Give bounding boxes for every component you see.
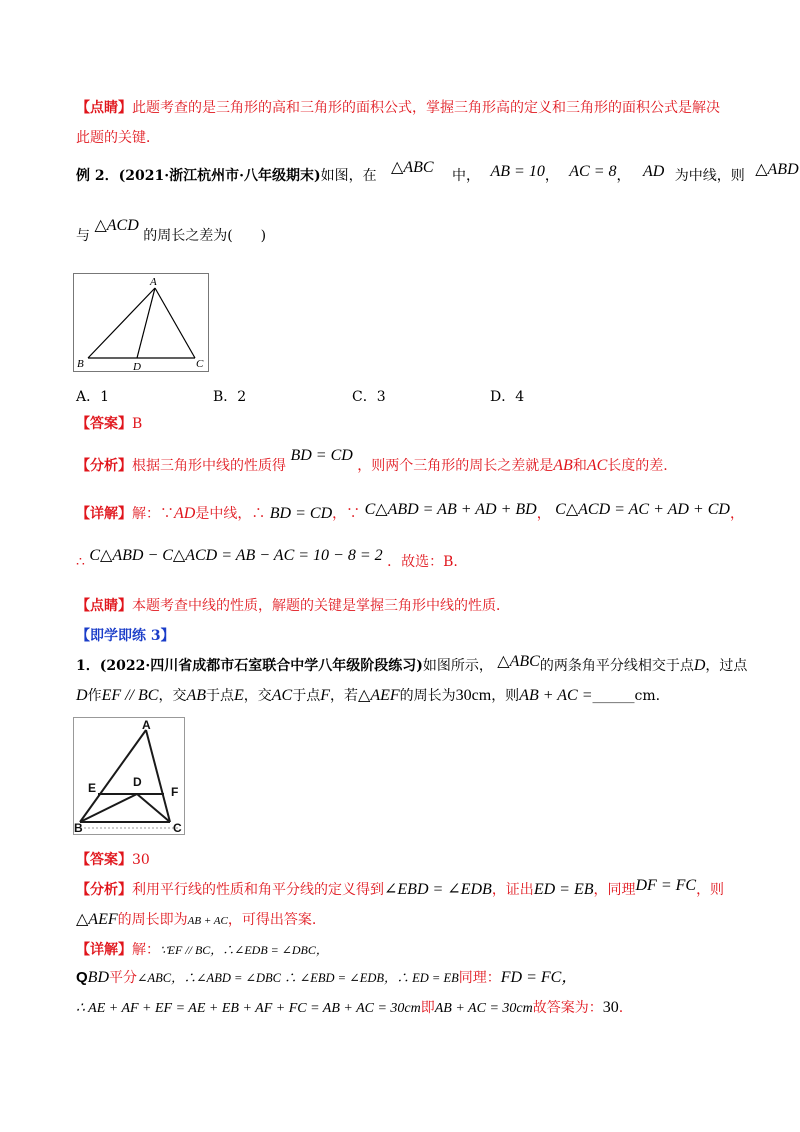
practice-question-1 [76,653,748,676]
analysis-text: ，则 [696,882,725,898]
answer-tag: 【答案】 [76,852,132,868]
math-perimeter-abd: C△ABD = AB + AD + BD [364,501,537,518]
detail-text: 即 [420,1000,435,1016]
math-triangle-abc: △ABC [497,653,540,670]
math-ab-ac-30cm: AB + AC = 30cm [434,1001,533,1016]
question-source: (2022·四川省成都市石室联合中学八年级阶段练习) [99,658,423,674]
math-triangle-aef: △AEF [358,687,400,704]
math-ed-eb: ED = EB [533,881,594,898]
answer-1 [76,414,142,434]
question-text: 如图所示， [422,658,493,674]
detail-text: ， [729,506,744,522]
analysis-tag: 【分析】 [76,882,132,898]
math-bd-cd: BD = CD [269,505,333,522]
detail-1-cont [76,547,458,572]
example-2-question [76,159,799,186]
analysis-text: ，证出 [491,882,534,898]
answer-blank: ______ [592,688,635,704]
practice-question-1-cont [76,686,660,706]
math-ac: AC [271,687,293,704]
example-label: 例 2． [76,168,119,184]
analysis-text: 根据三角形中线的性质得 [132,458,286,474]
analysis-text: ，同理 [593,882,636,898]
question-text: 为中线，则 [674,168,745,184]
math-df-fc: DF = FC [635,877,697,894]
question-text: 如图，在 [320,168,377,184]
math-parallel-angle: ∵EF // BC，∴∠EDB = ∠DBC， [160,943,328,957]
question-text: 的周长为 [399,688,456,704]
figure-triangle-median [73,273,209,372]
detail-tag: 【详解】 [76,506,132,522]
practice-title: 【即学即练 3】 [76,628,175,644]
detail-text: 解： [132,942,160,958]
question-text: ，过点 [705,658,748,674]
math-angle-ebd-edb: ∠EBD = ∠EDB [384,881,492,898]
question-text: ，交 [243,688,272,704]
question-number: 1． [76,658,100,674]
math-bisector-chain: ∠ABC，∴∠ABD = ∠DBC ∴ ∠EBD = ∠EDB，∴ ED = EB [137,971,459,985]
answer-2 [76,850,150,870]
math-triangle-abd: △ABD [755,161,799,178]
question-text: ，交 [158,688,187,704]
math-ab-plus-ac: AB + AC [187,915,228,927]
question-text: 于点 [292,688,321,704]
question-text: ， [544,168,559,184]
math-perimeter-sum: ∴ AE + AF + EF = AE + EB + AF + FC = AB + AC = 30cm [76,1001,421,1016]
math-triangle-abc: △ABC [391,159,434,176]
math-point-f: F [320,687,331,704]
q-symbol: Q [76,969,88,986]
angle-bisector-diagram [74,718,184,834]
math-perimeter-acd: C△ACD = AC + AD + CD [555,501,730,518]
remark-tag: 【点睛】 [76,100,132,116]
label-d: D [133,775,142,789]
remark-paragraph-2 [76,596,510,616]
question-text: 于点 [206,688,234,704]
remark-tag: 【点睛】 [76,598,132,614]
label-d: D [133,361,141,371]
detail-2-line3 [76,998,623,1019]
detail-2-line2 [76,968,577,988]
analysis-text: 利用平行线的性质和角平分线的定义得到 [132,882,384,898]
option-a: A．1 [76,389,110,405]
question-text: ，若 [330,688,359,704]
option-d: D．4 [490,389,525,405]
question-text: ， [616,168,631,184]
triangle-median-diagram [74,274,208,371]
detail-text: ， [536,506,551,522]
remark-paragraph-1-cont [76,128,160,148]
math-ef-parallel-bc: EF // BC [101,687,159,704]
math-bd: BD [87,969,109,986]
analysis-text: ，则两个三角形的周长之差就是 [357,458,554,474]
detail-text: 故答案为： [532,1000,603,1016]
remark-text: 此题考查的是三角形的高和三角形的面积公式，掌握三角形高的定义和三角形的面积公式是解决 [132,100,720,116]
question-text: 的两条角平分线相交于点 [539,658,694,674]
math-ad: AD [174,505,196,522]
question-text: 作 [87,688,102,704]
math-triangle-aef: △AEF [76,911,118,928]
math-ab: AB [553,457,573,474]
analysis-text: 的周长即为 [117,912,188,928]
detail-text: 是中线，∴ [195,506,266,522]
analysis-2-cont [76,910,316,931]
analysis-2 [76,877,725,900]
analysis-text: 和 [572,458,587,474]
question-text: 的周长之差为( ) [143,228,267,244]
detail-tag: 【详解】 [76,942,132,958]
math-ad: AD [642,163,665,180]
option-b: B．2 [213,389,247,405]
math-point-d: D [693,657,706,674]
label-f: F [171,785,179,799]
analysis-1 [76,447,668,476]
detail-text: ．故选：B. [387,554,458,570]
math-ac-8: AC = 8 [569,163,617,180]
detail-text: . [618,1000,624,1016]
example-2-question-cont [76,217,267,246]
example-source: (2021·浙江杭州市·八年级期末) [118,168,321,184]
analysis-text: 长度的差. [607,458,668,474]
math-point-d: D [76,687,88,704]
figure-angle-bisectors [73,717,185,835]
math-point-e: E [234,687,244,704]
label-c: C [173,821,182,834]
analysis-text: ，可得出答案. [227,912,317,928]
answer-value: 30 [132,852,150,868]
label-b: B [74,821,83,834]
answer-value: B [132,416,143,432]
math-final-answer: 30 [602,999,619,1016]
detail-1 [76,501,744,524]
label-b: B [77,358,84,370]
math-ac: AC [586,457,608,474]
math-ab: AB [186,687,206,704]
math-bd-cd: BD = CD [290,447,353,464]
label-a: A [150,276,157,288]
question-text: 与 [76,228,90,244]
answer-tag: 【答案】 [76,416,132,432]
detail-text: 解：∵ [132,506,174,522]
math-triangle-acd: △ACD [94,217,139,234]
option-c: C．3 [352,389,386,405]
math-fd-fc: FD = FC， [500,969,578,986]
detail-text: ，∵ [332,506,361,522]
remark-text-cont: 此题的关键． [76,130,160,146]
remark-paragraph-1 [76,98,720,118]
question-text: ，则 [491,688,520,704]
math-ab-10: AB = 10 [490,163,545,180]
detail-2 [76,940,328,960]
detail-text: 同理： [458,970,501,986]
label-c: C [196,358,204,370]
math-ab-plus-ac: AB + AC = [519,687,593,704]
question-text: cm. [634,688,661,704]
detail-text: 平分 [109,970,137,986]
math-perimeter-difference: C△ABD − C△ACD = AB − AC = 10 − 8 = 2 [89,547,383,564]
label-a: A [142,718,151,732]
analysis-tag: 【分析】 [76,458,132,474]
math-30cm: 30cm [455,687,492,704]
therefore-symbol: ∴ [76,554,85,570]
label-e: E [88,781,97,795]
remark-text: 本题考查中线的性质，解题的关键是掌握三角形中线的性质． [132,598,510,614]
question-text: 中， [452,168,481,184]
